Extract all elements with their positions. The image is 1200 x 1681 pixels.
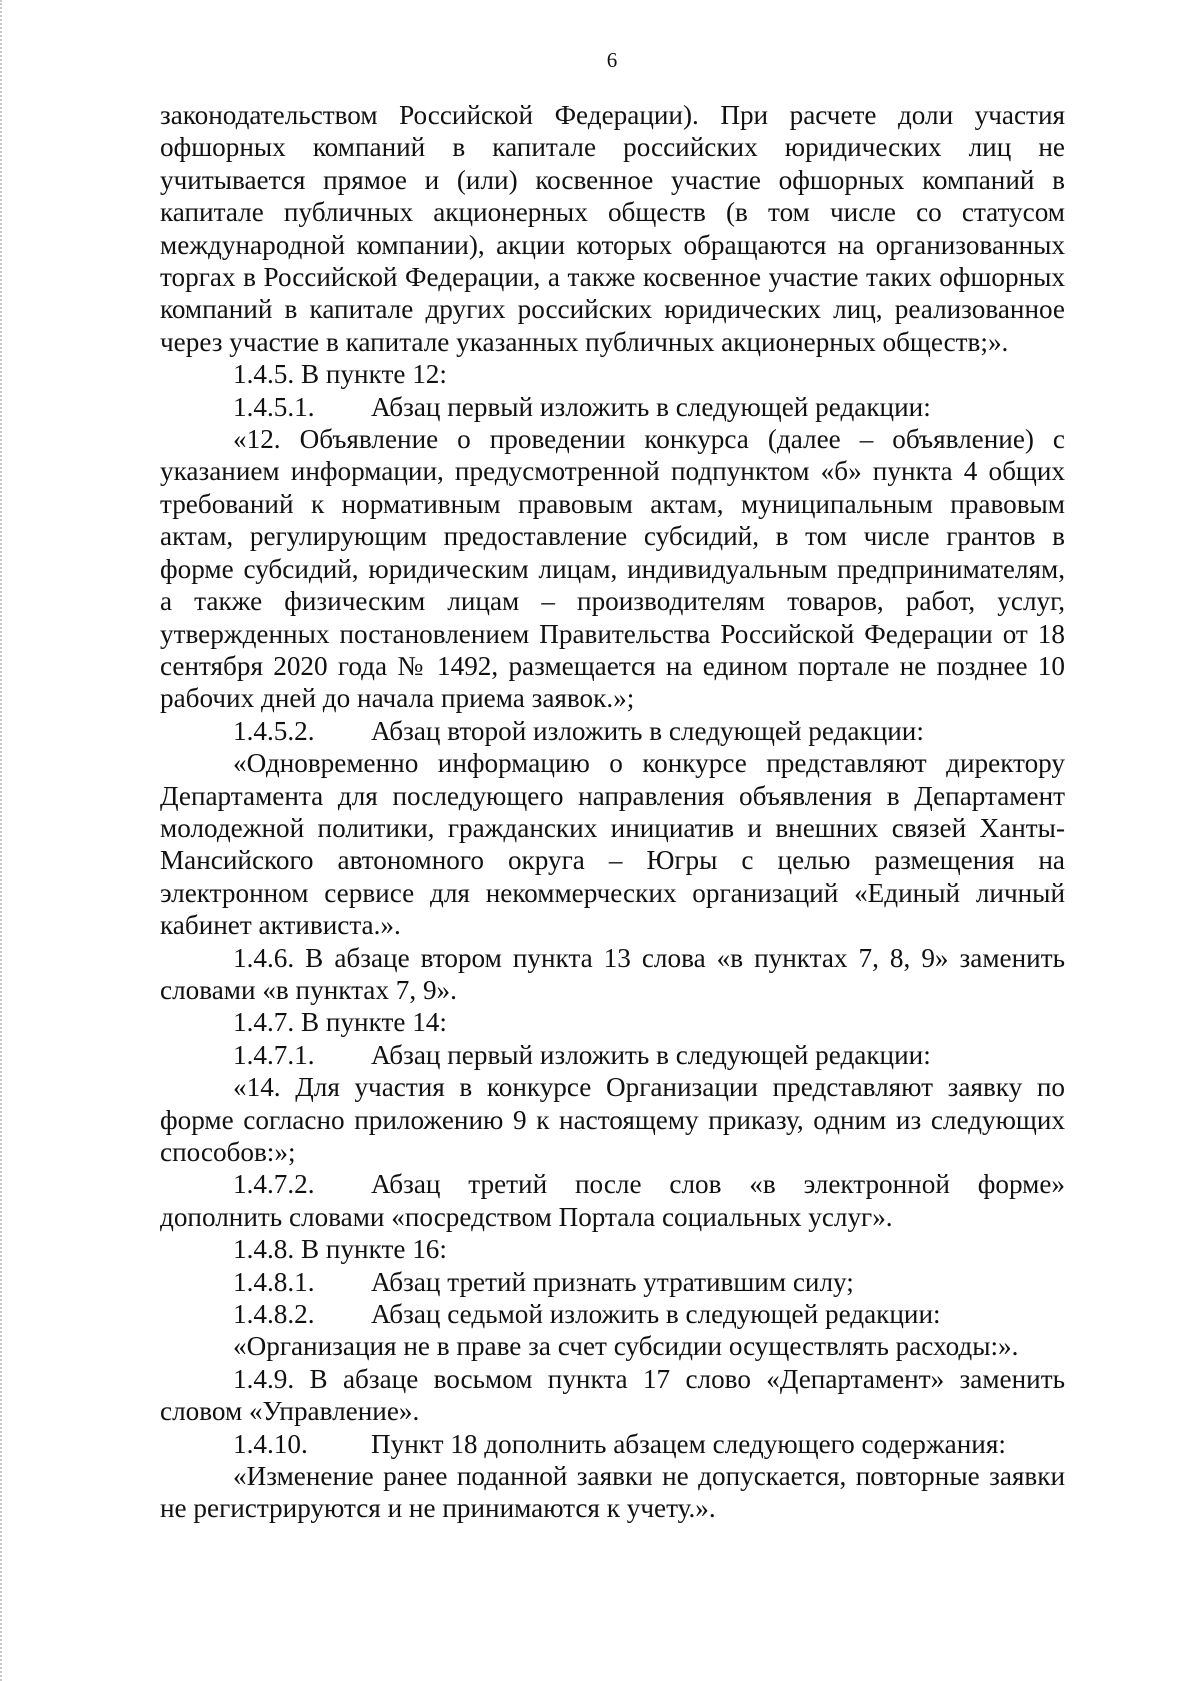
- numbered-item: [160, 1039, 1065, 1071]
- item-number: 1.4.8.2.: [233, 1299, 315, 1330]
- item-text: Абзац второй изложить в следующей редакции:: [371, 715, 924, 746]
- paragraph: «Одновременно информацию о конкурсе представляют директору Департамента для последующего направления объявления в Департамент молодежной политики, гражданских инициатив и внешних связей Ханты-Мансийского автономного округа – Югры с целью размещения на электронном сервисе для некоммерческих организаций «Единый личный кабинет активиста.».: [160, 748, 1065, 941]
- item-text: Абзац третий после слов «в электронной форме» дополнить словами «посредством Портала социальных услуг».: [160, 1169, 1065, 1232]
- item-text: Абзац первый изложить в следующей редакции:: [371, 1039, 931, 1070]
- item-number: 1.4.7.2.: [233, 1169, 315, 1200]
- item-number: 1.4.5.2.: [233, 715, 315, 746]
- numbered-item: [160, 1168, 1065, 1233]
- item-text: Абзац седьмой изложить в следующей редакции:: [371, 1299, 941, 1330]
- item-text: Пункт 18 дополнить абзацем следующего содержания:: [371, 1428, 1006, 1459]
- paragraph: законодательством Российской Федерации). При расчете доли участия офшорных компаний в капитале российских юридических лиц не учитывается прямое и (или) косвенное участие офшорных компаний в капитале публичных акционерных обществ (в том числе со статусом международной компании), акции которых обращаются на организованных торгах в Российской Федерации, а также косвенное участие таких офшорных компаний в капитале других российских юридических лиц, реализованное через участие в капитале указанных публичных акционерных обществ;».: [160, 100, 1065, 357]
- paragraph: 1.4.6. В абзаце втором пункта 13 слова «в пунктах 7, 8, 9» заменить словами «в пунктах 7, 9».: [160, 942, 1065, 1005]
- paragraph: «Изменение ранее поданной заявки не допускается, повторные заявки не регистрируются и не принимаются к учету.».: [160, 1461, 1065, 1524]
- page-number: 6: [606, 48, 618, 72]
- item-number: 1.4.10.: [233, 1428, 308, 1459]
- numbered-item: [160, 1428, 1065, 1460]
- paragraph: «Организация не в праве за счет субсидии осуществлять расходы:».: [233, 1331, 1019, 1362]
- item-number: 1.4.5.1.: [233, 391, 315, 422]
- paragraph: «14. Для участия в конкурсе Организации представляют заявку по форме согласно приложению 9 к настоящему приказу, одним из следующих способов:»;: [160, 1072, 1065, 1167]
- paragraph: 1.4.5. В пункте 12:: [233, 359, 447, 390]
- paragraph: 1.4.8. В пункте 16:: [233, 1234, 447, 1265]
- document-body: [160, 99, 1065, 1525]
- numbered-item: [160, 391, 1065, 423]
- item-number: 1.4.7.1.: [233, 1039, 315, 1070]
- item-number: 1.4.8.1.: [233, 1266, 315, 1297]
- scan-edge-marks: [0, 0, 12, 1681]
- paragraph: 1.4.7. В пункте 14:: [233, 1007, 447, 1038]
- numbered-item: [160, 715, 1065, 747]
- paragraph: «12. Объявление о проведении конкурса (далее – объявление) с указанием информации, предусмотренной подпунктом «б» пункта 4 общих требований к нормативным правовым актам, муниципальным правовым актам, регулирующим предоставление субсидий, в том числе грантов в форме субсидий, юридическим лицам, индивидуальным предпринимателям, а также физическим лицам – производителям товаров, работ, услуг, утвержденных постановлением Правительства Российской Федерации от 18 сентября 2020 года № 1492, размещается на едином портале не позднее 10 рабочих дней до начала приема заявок.»;: [160, 424, 1065, 714]
- paragraph: 1.4.9. В абзаце восьмом пункта 17 слово «Департамент» заменить словом «Управление».: [160, 1363, 1065, 1427]
- item-text: Абзац первый изложить в следующей редакции:: [371, 391, 931, 422]
- numbered-item: [160, 1298, 1065, 1330]
- numbered-item: [160, 1266, 1065, 1298]
- item-text: Абзац третий признать утратившим силу;: [371, 1266, 854, 1297]
